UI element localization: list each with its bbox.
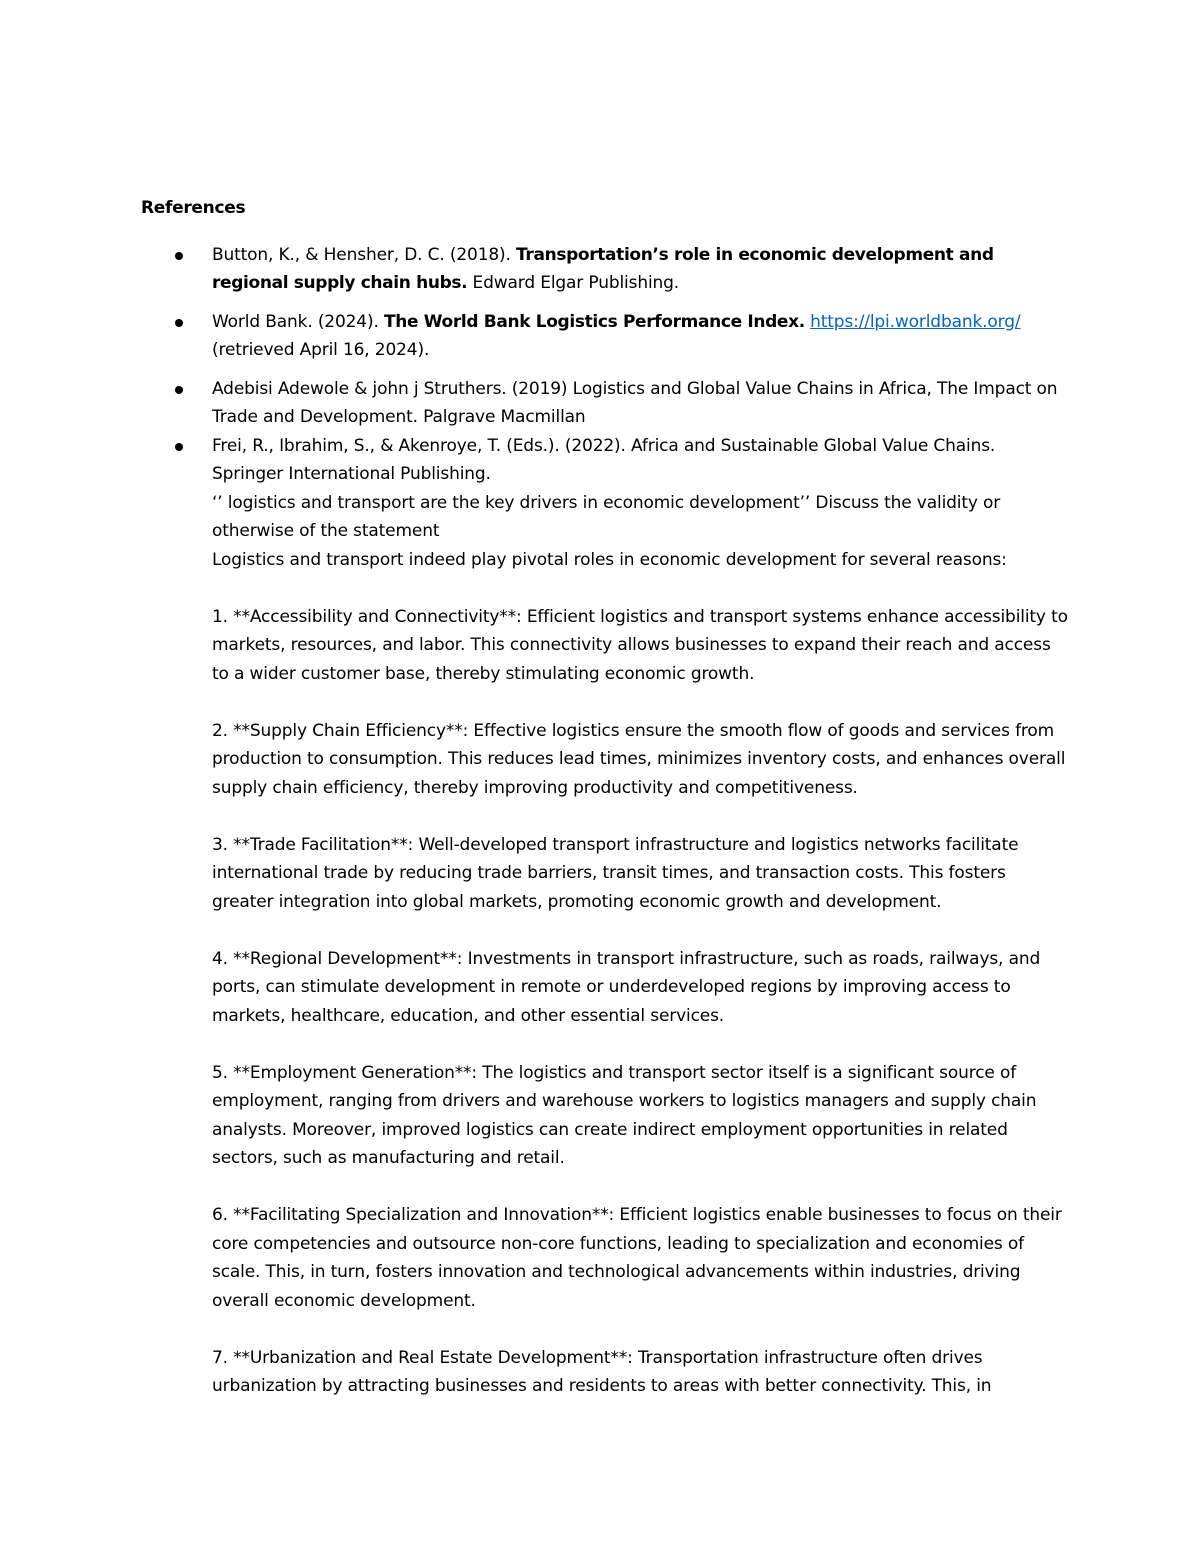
- essay-point: 4. **Regional Development**: Investments in transport infrastructure, such as roads, railways, and ports, can stimulate development in remote or underdeveloped regions by improving access to markets, healthcare, education, and other essential services.: [212, 948, 1041, 1026]
- references-heading: References: [141, 198, 246, 218]
- reference-authors: World Bank. (2024).: [212, 311, 384, 332]
- bullet-icon: [175, 319, 183, 327]
- reference-title: The World Bank Logistics Performance Index.: [383, 311, 805, 332]
- essay-point: 5. **Employment Generation**: The logistics and transport sector itself is a significant source of employment, ranging from drivers and warehouse workers to logistics managers and supply chain analysts. Moreover, improved logistics can create indirect employment opportunities in related sectors, such as manufacturing and retail.: [212, 1062, 1037, 1168]
- essay-question: ‘’ logistics and transport are the key drivers in economic development’’ Discuss the validity or otherwise of the statement: [212, 492, 1001, 541]
- essay-intro: Logistics and transport indeed play pivotal roles in economic development for several reasons:: [212, 549, 1007, 570]
- bullet-icon: [175, 252, 183, 260]
- reference-authors: Button, K., & Hensher, D. C. (2018).: [212, 244, 517, 265]
- essay-point: 2. **Supply Chain Efficiency**: Effective logistics ensure the smooth flow of goods and services from production to consumption. This reduces lead times, minimizes inventory costs, and enhances overall supply chain efficiency, thereby improving productivity and competitiveness.: [212, 720, 1066, 798]
- bullet-icon: [175, 443, 183, 451]
- essay-point: 1. **Accessibility and Connectivity**: Efficient logistics and transport systems enhance accessibility to markets, resources, and labor. This connectivity allows businesses to expand their reach and access to a wider customer base, thereby stimulating economic growth.: [212, 606, 1068, 684]
- document-body: [141, 194, 1071, 1401]
- references-list: [141, 241, 1071, 489]
- reference-item: [141, 241, 1071, 298]
- reference-item: [141, 308, 1071, 365]
- reference-retrieved: (retrieved April 16, 2024).: [212, 340, 430, 360]
- reference-text: Frei, R., Ibrahim, S., & Akenroye, T. (Eds.). (2022). Africa and Sustainable Global Value Chains. Springer International Publishing.: [212, 435, 996, 484]
- essay-point: 3. **Trade Facilitation**: Well-developed transport infrastructure and logistics networks facilitate international trade by reducing trade barriers, transit times, and transaction costs. This fosters greater integration into global markets, promoting economic growth and development.: [212, 834, 1019, 912]
- reference-item: [141, 432, 1071, 489]
- reference-text: Adebisi Adewole & john j Struthers. (2019) Logistics and Global Value Chains in Africa, The Impact on Trade and Development. Palgrave Macmillan: [212, 378, 1058, 427]
- reference-item: [141, 375, 1071, 432]
- reference-title: Transportation’s role in economic development and regional supply chain hubs.: [212, 244, 994, 293]
- essay-point: 7. **Urbanization and Real Estate Development**: Transportation infrastructure often drives urbanization by attracting businesses and residents to areas with better connectivity. This, in: [212, 1347, 992, 1396]
- essay-point: 6. **Facilitating Specialization and Innovation**: Efficient logistics enable businesses to focus on their core competencies and outsource non-core functions, leading to specialization and economies of scale. This, in turn, fosters innovation and technological advancements within industries, driving overall economic development.: [212, 1205, 1062, 1311]
- reference-link[interactable]: https://lpi.worldbank.org/: [810, 311, 1021, 332]
- bullet-icon: [175, 386, 183, 394]
- reference-publisher: Edward Elgar Publishing.: [467, 273, 680, 293]
